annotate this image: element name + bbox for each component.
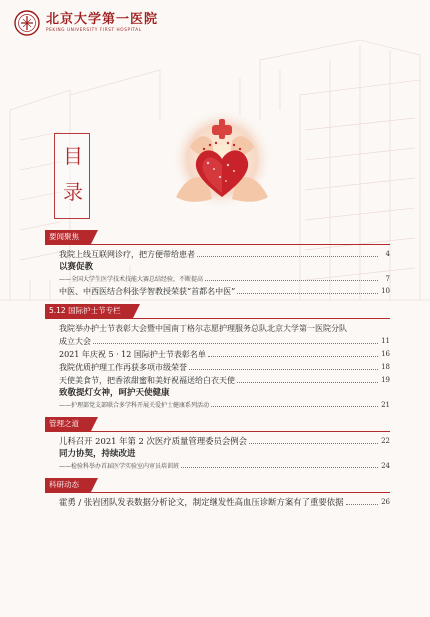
leader-dots — [208, 356, 378, 357]
entry-title: 成立大会 — [59, 337, 91, 346]
toc-entry[interactable] — [45, 374, 390, 387]
section-header — [45, 230, 390, 245]
toc-entry-heading[interactable]: 致敬提灯女神，呵护天使健康 — [59, 388, 170, 398]
hospital-name-cn: 北京大学第一医院 — [46, 12, 159, 27]
leader-dots — [181, 467, 378, 468]
section-header — [45, 304, 390, 319]
page-number: 21 — [381, 401, 390, 409]
section-news — [45, 230, 390, 298]
section-nurses-day — [45, 304, 390, 411]
leader-dots — [197, 256, 378, 257]
hospital-seal-icon — [14, 10, 40, 36]
entry-title: 2021 年庆祝 5 · 12 国际护士节表彰名单 — [59, 350, 206, 359]
heart-hands-illustration — [168, 107, 276, 217]
page-number: 10 — [381, 287, 390, 295]
page-number: 16 — [381, 350, 390, 358]
toc-entry[interactable] — [45, 348, 390, 361]
toc-entry[interactable] — [45, 285, 390, 298]
section-research — [45, 478, 390, 509]
page-number: 4 — [385, 250, 390, 258]
page-number: 19 — [381, 376, 390, 384]
header — [0, 0, 430, 42]
section-header — [45, 417, 390, 432]
entry-title: 中医、中西医结合科张学智教授荣获“首都名中医” — [59, 287, 236, 296]
entry-title: 霍勇 / 张岩团队发表数据分析论文，制定继发性高血压诊断方案有了重要依据 — [59, 497, 344, 507]
hospital-logo — [14, 10, 158, 36]
table-of-contents — [45, 230, 390, 509]
entry-title: 儿科召开 2021 年第 2 次医疗质量管理委员会例会 — [59, 436, 248, 446]
leader-dots — [205, 280, 378, 281]
toc-title-char: 目 — [63, 144, 83, 168]
toc-entry-heading[interactable]: 以赛促教 — [59, 262, 94, 272]
entry-title: ——检验科举办首届医学实验室内审员培训班 — [59, 463, 180, 470]
leader-dots — [346, 504, 378, 505]
toc-entry[interactable] — [45, 496, 390, 509]
page-number: 18 — [381, 363, 390, 371]
section-title: 5.12 国际护士节专栏 — [45, 304, 133, 318]
toc-entry[interactable] — [45, 335, 390, 348]
leader-dots — [211, 406, 378, 407]
entry-title: 我院优质护理工作再获多项市级荣誉 — [59, 363, 187, 372]
toc-entry-heading[interactable]: 我院举办护士节表彰大会暨中国南丁格尔志愿护理服务总队北京大学第一医院分队 — [59, 324, 347, 333]
section-header — [45, 478, 390, 493]
toc-title-char: 录 — [63, 180, 83, 204]
section-title: 管理之道 — [45, 417, 91, 431]
leader-dots — [189, 369, 378, 370]
section-title: 要闻聚焦 — [45, 230, 91, 244]
toc-entry[interactable] — [45, 361, 390, 374]
entry-title: 天使美食节，把香浓甜蜜和美好祝福送给白衣天使 — [59, 376, 235, 385]
toc-entry[interactable] — [45, 248, 390, 261]
leader-dots — [93, 343, 378, 344]
hospital-name-en: PEKING UNIVERSITY FIRST HOSPITAL — [46, 27, 142, 32]
toc-entry[interactable] — [45, 400, 390, 411]
section-title: 科研动态 — [45, 478, 91, 492]
entry-title: 我院上线互联网诊疗，把方便带给患者 — [59, 250, 195, 259]
page-number: 26 — [381, 498, 390, 506]
section-management — [45, 417, 390, 472]
page-number: 22 — [381, 437, 390, 445]
leader-dots — [237, 382, 378, 383]
entry-title: ——护理部党支部联合多学科开展关爱护士健康系列活动 — [59, 402, 210, 409]
leader-dots — [249, 443, 378, 444]
page-number: 7 — [385, 275, 390, 283]
toc-entry[interactable] — [45, 435, 390, 448]
toc-entry-heading[interactable]: 同力协契，持续改进 — [59, 449, 136, 459]
toc-entry[interactable] — [45, 274, 390, 285]
page-number: 11 — [381, 337, 390, 345]
toc-title — [63, 138, 81, 210]
page-number: 24 — [381, 462, 390, 470]
entry-title: ——全国大学生医学技术技能大赛总结经验，不断提高 — [59, 276, 204, 283]
toc-entry[interactable] — [45, 461, 390, 472]
leader-dots — [237, 293, 378, 294]
